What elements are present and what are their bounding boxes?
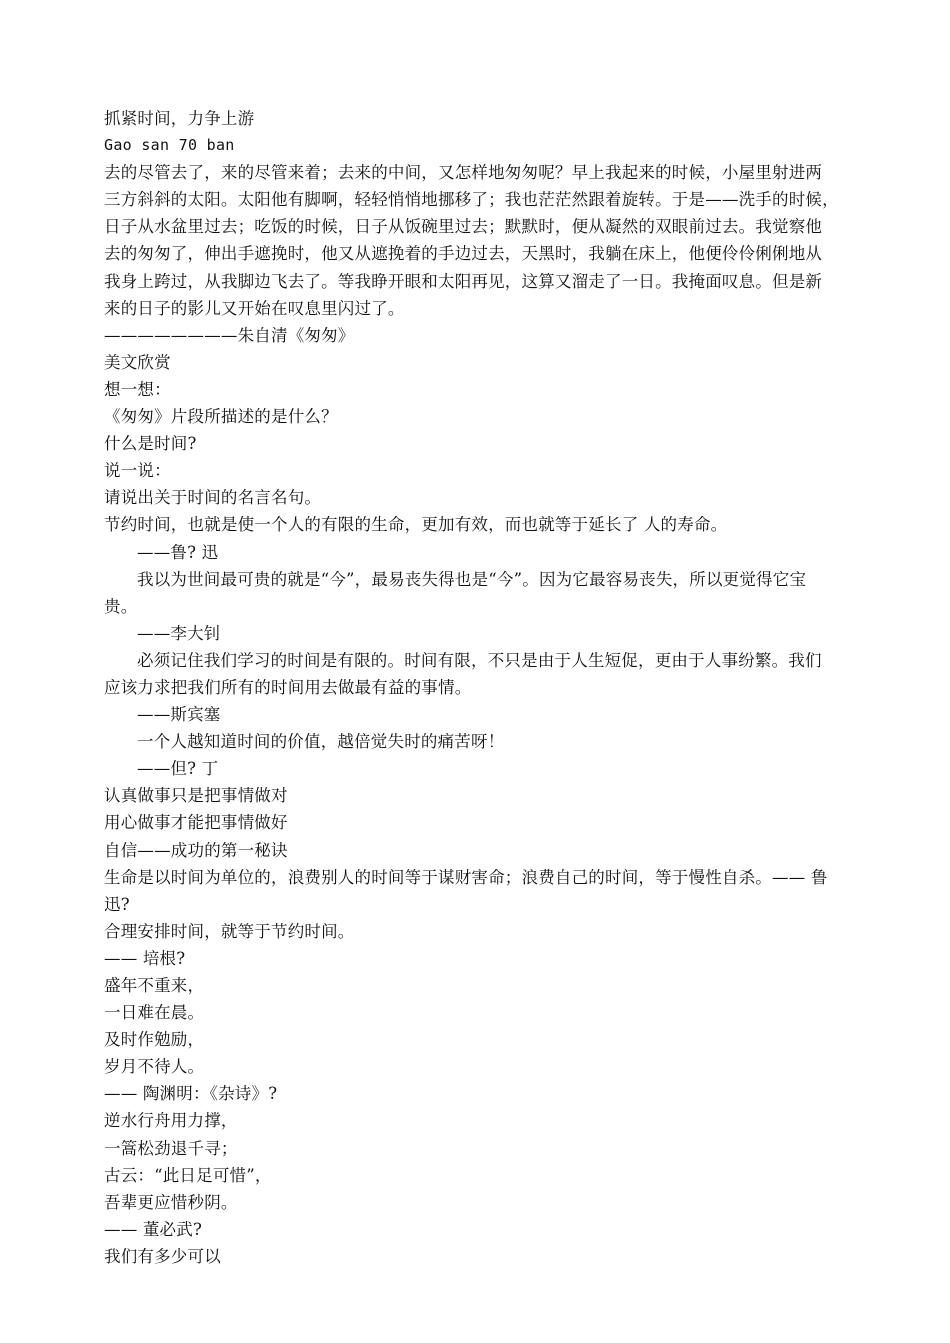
text-line: 自信——成功的第一秘诀 (104, 840, 288, 860)
text-line: 《匆匆》片段所描述的是什么？ (104, 407, 338, 427)
text-line: —— 培根? (104, 948, 186, 968)
text-line: 我以为世间最可贵的就是“今”，最易丧失得也是“今”。因为它最容易丧失，所以更觉得它宝 (137, 569, 807, 589)
text-line: 逆水行舟用力撑， (104, 1111, 238, 1131)
text-line: 去的匆匆了，伸出手遮挽时，他又从遮挽着的手边过去，天黑时，我躺在床上，他便伶伶俐俐地从 (104, 244, 823, 264)
text-line: ————————朱自清《匆匆》 (104, 325, 355, 345)
text-line: ——但? 丁 (137, 759, 219, 779)
text-line: —— 董必武? (104, 1219, 202, 1239)
text-line: ——斯宾塞 (137, 705, 221, 725)
text-line: 应该力求把我们所有的时间用去做最有益的事情。 (104, 677, 472, 697)
text-line: ——李大钊 (137, 623, 221, 643)
text-line: 用心做事才能把事情做好 (104, 813, 288, 833)
text-line: 盛年不重来， (104, 976, 205, 995)
text-line: 岁月不待人。 (104, 1057, 205, 1077)
text-line: 一日难在晨。 (104, 1003, 205, 1023)
text-line: 请说出关于时间的名言名句。 (104, 488, 322, 508)
text-line: —— 陶渊明：《杂诗》? (104, 1084, 278, 1104)
text-line: 一篙松劲退千寻； (104, 1138, 238, 1158)
text-line: 来的日子的影儿又开始在叹息里闪过了。 (104, 298, 405, 318)
text-line: 合理安排时间，就等于节约时间。 (104, 921, 355, 941)
document-page (104, 105, 852, 1270)
text-line: 必须记住我们学习的时间是有限的。时间有限，不只是由于人生短促，更由于人事纷繁。我们 (137, 650, 822, 670)
text-line: 吾辈更应惜秒阴。 (104, 1192, 238, 1212)
text-line: 去的尽管去了，来的尽管来着；去来的中间，又怎样地匆匆呢？早上我起来的时候，小屋里射进两 (104, 163, 823, 183)
text-line: 三方斜斜的太阳。太阳他有脚啊，轻轻悄悄地挪移了；我也茫茫然跟着旋转。于是——洗手的时候， (104, 190, 839, 210)
text-line: 及时作勉励， (104, 1030, 205, 1050)
text-line: 迅? (104, 894, 130, 914)
text-line: 什么是时间? (104, 434, 197, 454)
text-line: 日子从水盆里过去；吃饭的时候，日子从饭碗里过去；默默时，便从凝然的双眼前过去。我觉察他 (104, 217, 823, 237)
text-line: 我们有多少可以 (104, 1246, 221, 1266)
text-line: 我身上跨过，从我脚边飞去了。等我睁开眼和太阳再见，这算又溜走了一日。我掩面叹息。但是新 (104, 271, 823, 291)
text-line: 说一说： (104, 461, 171, 481)
text-line: Gao san 70 ban (104, 136, 235, 155)
text-line: 节约时间，也就是使一个人的有限的生命，更加有效，而也就等于延长了 人的寿命。 (104, 515, 728, 535)
text-line: ——鲁? 迅 (137, 542, 219, 562)
text-line: 美文欣赏 (104, 352, 171, 372)
text-line: 认真做事只是把事情做对 (104, 786, 288, 806)
text-line: 贵。 (104, 596, 138, 616)
text-line: 想一想： (104, 379, 171, 399)
text-line: 一个人越知道时间的价值，越倍觉失时的痛苦呀！ (137, 732, 505, 752)
text-line: 抓紧时间，力争上游 (104, 109, 255, 128)
text-line: 生命是以时间为单位的，浪费别人的时间等于谋财害命；浪费自己的时间，等于慢性自杀。—— 鲁 (104, 867, 828, 887)
text-line: 古云：“此日足可惜”， (104, 1165, 272, 1185)
